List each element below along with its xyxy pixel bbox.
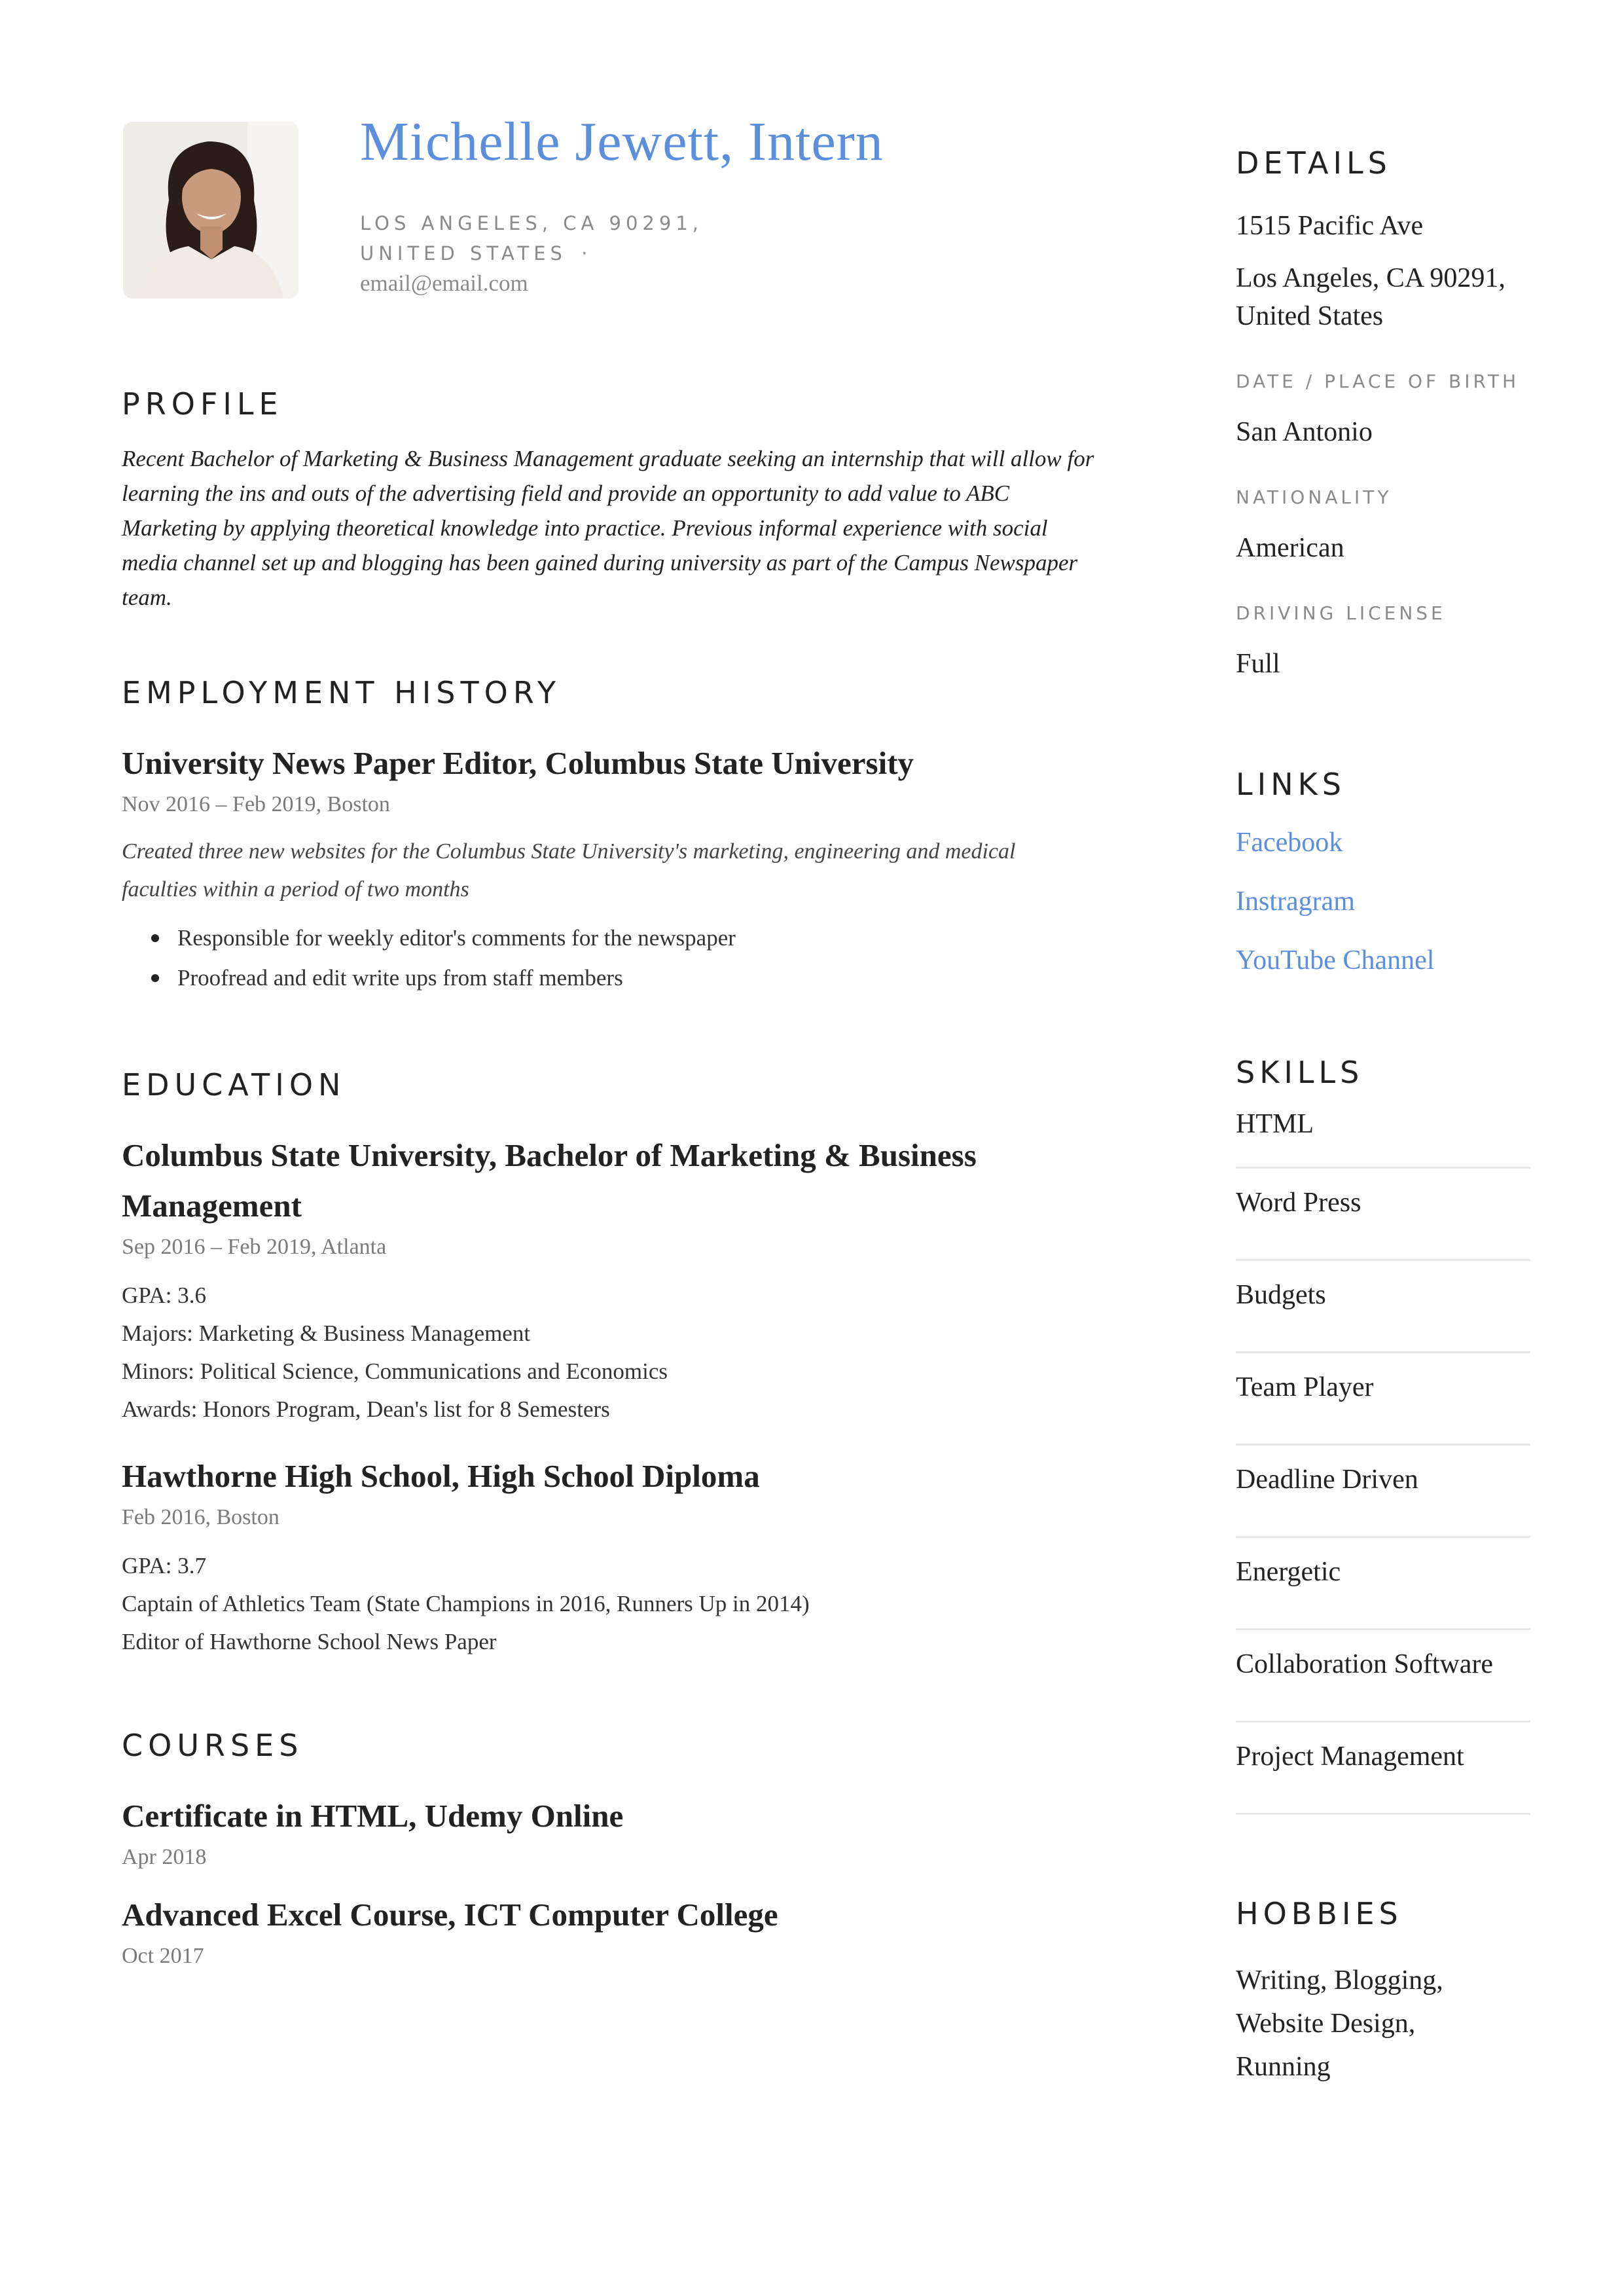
- courses-heading: COURSES: [122, 1728, 304, 1763]
- list-item: Responsible for weekly editor's comments for the newspaper: [122, 918, 1104, 958]
- birth-label: DATE / PLACE OF BIRTH: [1236, 371, 1520, 392]
- hobbies-list: [1236, 1959, 1530, 2088]
- hobby-line: Writing, Blogging,: [1236, 1965, 1443, 1995]
- link-instagram[interactable]: Instragram: [1236, 886, 1355, 917]
- skill-item: Budgets: [1236, 1261, 1530, 1353]
- job-bullets: [122, 918, 1104, 998]
- address-line: Los Angeles, CA 90291,: [1236, 263, 1505, 293]
- link-youtube[interactable]: YouTube Channel: [1236, 945, 1435, 975]
- skill-item: Collaboration Software: [1236, 1630, 1530, 1722]
- address-line: 1515 Pacific Ave: [1236, 211, 1424, 241]
- education-entry: [122, 1451, 1104, 1661]
- nationality-label: NATIONALITY: [1236, 486, 1392, 508]
- separator: ·: [581, 242, 592, 264]
- course-title: Certificate in HTML, Udemy Online: [122, 1798, 624, 1834]
- course-entry: [122, 1889, 1104, 1969]
- education-date: Sep 2016 – Feb 2019, Atlanta: [122, 1235, 387, 1259]
- hobby-line: Running: [1236, 2052, 1331, 2082]
- list-item: Proofread and edit write ups from staff members: [122, 958, 1104, 998]
- link-facebook[interactable]: Facebook: [1236, 828, 1343, 858]
- detail-line: Captain of Athletics Team (State Champions in 2016, Runners Up in 2014): [122, 1591, 810, 1616]
- nationality-value: American: [1236, 533, 1344, 563]
- side-column: [1236, 145, 1530, 2088]
- job-description: Created three new websites for the Columbus State University's marketing, engineering and medical faculties within a period of two months: [122, 839, 1016, 902]
- detail-line: GPA: 3.7: [122, 1553, 207, 1578]
- course-date: Apr 2018: [122, 1845, 207, 1869]
- detail-line: Minors: Political Science, Communications and Economics: [122, 1358, 668, 1384]
- hobbies-heading: HOBBIES: [1236, 1896, 1403, 1931]
- course-entry: [122, 1791, 1104, 1870]
- skill-item: HTML: [1236, 1090, 1530, 1169]
- education-date: Feb 2016, Boston: [122, 1505, 279, 1529]
- skills-heading: SKILLS: [1236, 1055, 1364, 1090]
- detail-line: Majors: Marketing & Business Management: [122, 1321, 531, 1346]
- candidate-name: Michelle Jewett, Intern: [360, 111, 884, 172]
- license-label: DRIVING LICENSE: [1236, 602, 1446, 624]
- skill-item: Team Player: [1236, 1353, 1530, 1446]
- detail-line: Awards: Honors Program, Dean's list for 8 Semesters: [122, 1396, 610, 1422]
- education-title: Hawthorne High School, High School Diploma: [122, 1458, 760, 1494]
- birth-value: San Antonio: [1236, 417, 1373, 447]
- profile-heading: PROFILE: [122, 386, 283, 422]
- email-text[interactable]: email@email.com: [360, 270, 528, 296]
- education-details: [122, 1547, 1104, 1661]
- contact-line: [360, 208, 766, 299]
- details-heading: DETAILS: [1236, 145, 1392, 181]
- job-date: Nov 2016 – Feb 2019, Boston: [122, 792, 390, 816]
- course-date: Oct 2017: [122, 1944, 204, 1968]
- skill-item: Word Press: [1236, 1169, 1530, 1261]
- education-heading: EDUCATION: [122, 1067, 346, 1102]
- education-entry: [122, 1130, 1104, 1429]
- skill-item: Deadline Driven: [1236, 1446, 1530, 1538]
- detail-line: Editor of Hawthorne School News Paper: [122, 1629, 497, 1654]
- address-text: LOS ANGELES, CA 90291, UNITED STATES: [360, 212, 704, 264]
- skill-item: Energetic: [1236, 1538, 1530, 1630]
- education-details: [122, 1277, 1104, 1429]
- license-value: Full: [1236, 649, 1280, 679]
- hobby-line: Website Design,: [1236, 2009, 1416, 2039]
- detail-line: GPA: 3.6: [122, 1283, 207, 1308]
- portrait-image: [123, 122, 298, 299]
- course-title: Advanced Excel Course, ICT Computer College: [122, 1897, 778, 1933]
- address-line: United States: [1236, 301, 1384, 331]
- employment-heading: EMPLOYMENT HISTORY: [122, 675, 561, 710]
- links-heading: LINKS: [1236, 767, 1346, 802]
- education-title: Columbus State University, Bachelor of Marketing & Business Management: [122, 1137, 977, 1224]
- skill-item: Project Management: [1236, 1722, 1530, 1815]
- profile-photo: [123, 122, 298, 299]
- skills-list: [1236, 1090, 1530, 1815]
- links-list: [1236, 827, 1530, 976]
- main-column: [122, 386, 1104, 1969]
- job-title: University News Paper Editor, Columbus State University: [122, 745, 914, 781]
- profile-text: Recent Bachelor of Marketing & Business Management graduate seeking an internship that will allow for learning the ins and outs of the advertising field and provide an opportunity to add value to ABC Marketing by applying theoretical knowledge into practice. Previous informal experience with social media channel set up and blogging has been gained during university as part of the Campus Newspaper team.: [122, 446, 1094, 610]
- employment-entry: [122, 738, 1104, 998]
